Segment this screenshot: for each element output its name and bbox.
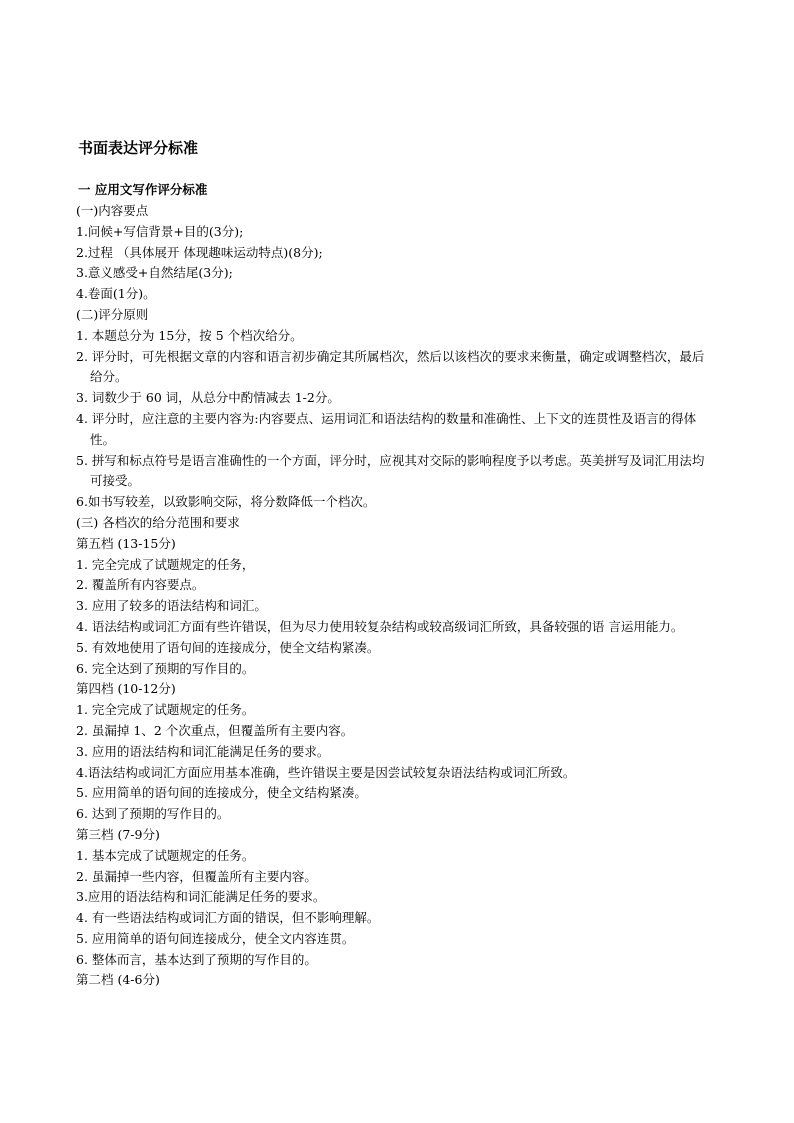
principles-heading: (二)评分原则 [76, 306, 149, 322]
content-point-item: 4.卷面(1分)。 [76, 286, 156, 302]
grade-item: 2. 覆盖所有内容要点。 [76, 577, 205, 593]
content-points-heading: (一)内容要点 [76, 203, 149, 218]
content-point-item: 1.问候+写信背景+目的(3分); [76, 223, 244, 239]
grade-item: 3.应用的语法结构和词汇能满足任务的要求。 [76, 889, 326, 905]
document-body [76, 201, 716, 991]
grade-item: 1. 完全完成了试题规定的任务， [76, 556, 255, 572]
grade-level-title: 第三档 (7-9分) [76, 826, 160, 842]
grade-item: 5. 应用简单的语句间的连接成分，使全文结构紧凑。 [76, 785, 367, 801]
principle-item: 5. 拼写和标点符号是语言准确性的一个方面，评分时，应视其对交际的影响程度予以考虑。英美拼写及词汇用法均可接受。 [76, 452, 705, 489]
grade-item: 4.语法结构或词汇方面应用基本准确，些许错误主要是因尝试较复杂语法结构或词汇所致。 [76, 764, 576, 780]
principle-item: 4. 评分时，应注意的主要内容为:内容要点、运用词汇和语法结构的数量和准确性、上下文的连贯性及语言的得体性。 [76, 410, 697, 447]
grade-item: 1. 基本完成了试题规定的任务。 [76, 847, 255, 863]
content-point-item: 2.过程 （具体展开 体现趣味运动特点)(8分); [76, 244, 323, 260]
grade-item: 6. 达到了预期的写作目的。 [76, 806, 230, 822]
grade-item: 2. 虽漏掉 1、2 个次重点，但覆盖所有主要内容。 [76, 722, 354, 738]
grade-item: 1. 完全完成了试题规定的任务。 [76, 702, 255, 718]
principle-item: 6.如书写较差，以致影响交际，将分数降低一个档次。 [76, 494, 376, 510]
principle-item: 1. 本题总分为 15分，按 5 个档次给分。 [76, 327, 303, 343]
grade-item: 4. 有一些语法结构或词汇方面的错误，但不影响理解。 [76, 910, 380, 926]
grade-level-title: 第四档 (10-12分) [76, 681, 176, 697]
grade-level-title: 第二档 (4-6分) [76, 972, 160, 988]
principle-item: 3. 词数少于 60 词，从总分中酌情减去 1-2分。 [76, 390, 340, 406]
grade-item: 5. 有效地使用了语句间的连接成分，使全文结构紧凑。 [76, 639, 380, 655]
principle-item: 2. 评分时，可先根据文章的内容和语言初步确定其所属档次，然后以该档次的要求来衡量，确定或调整档次，最后给分。 [76, 348, 705, 385]
grade-item: 3. 应用了较多的语法结构和词汇。 [76, 598, 267, 614]
grade-level-title: 第五档 (13-15分) [76, 535, 176, 551]
grade-item: 6. 整体而言，基本达到了预期的写作目的。 [76, 951, 317, 967]
section-heading: 一 应用文写作评分标准 [78, 182, 208, 197]
grade-item: 6. 完全达到了预期的写作目的。 [76, 660, 255, 676]
grade-item: 3. 应用的语法结构和词汇能满足任务的要求。 [76, 743, 330, 759]
content-point-item: 3.意义感受+自然结尾(3分); [76, 265, 233, 281]
document-title: 书面表达评分标准 [78, 139, 199, 157]
grades-heading: (三) 各档次的给分范围和要求 [76, 514, 240, 530]
grade-item: 4. 语法结构或词汇方面有些许错误，但为尽力使用较复杂结构或较高级词汇所致，具备较强的语 言运用能力。 [76, 618, 684, 634]
grade-item: 2. 虽漏掉一些内容，但覆盖所有主要内容。 [76, 868, 317, 884]
grade-item: 5. 应用简单的语句间连接成分，使全文内容连贯。 [76, 930, 355, 946]
